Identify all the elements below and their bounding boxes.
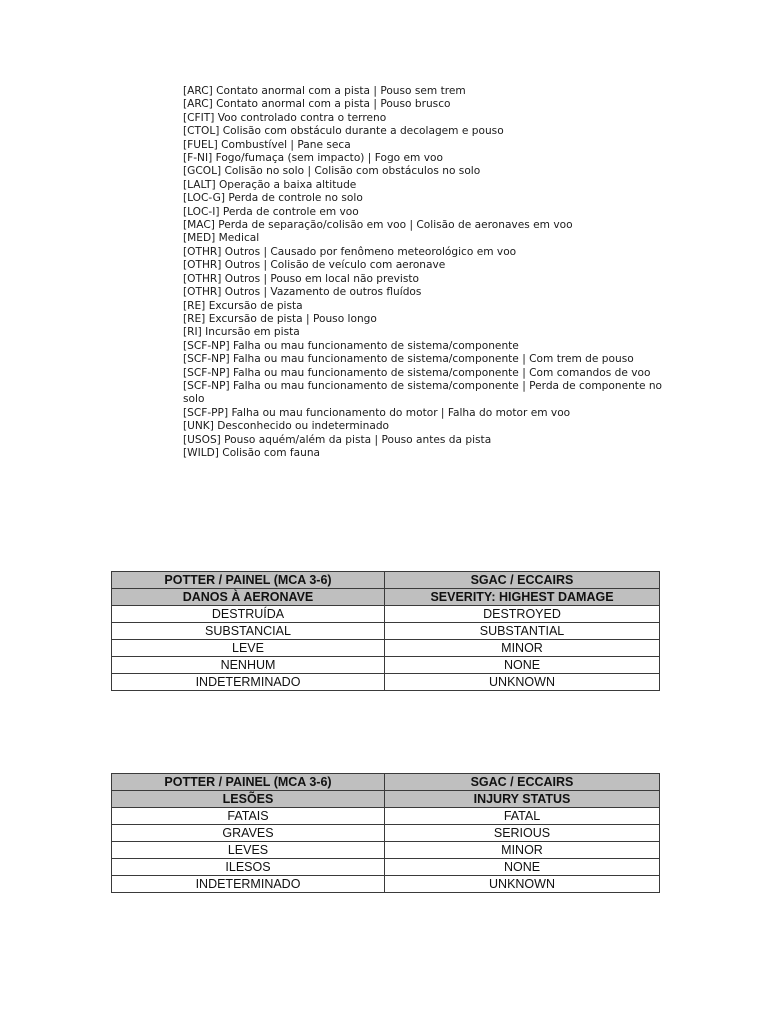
table-subheader-row (112, 589, 660, 606)
cell-source-value: FATAIS (112, 808, 385, 825)
cell-target-value: SUBSTANTIAL (385, 623, 660, 640)
table-row (112, 808, 660, 825)
cell-source-value: LEVE (112, 640, 385, 657)
occurrence-code-item: [USOS] Pouso aquém/além da pista | Pouso antes da pista (183, 433, 492, 446)
table-row (112, 825, 660, 842)
occurrence-code-item: [RE] Excursão de pista | Pouso longo (183, 312, 377, 325)
occurrence-code-item: [UNK] Desconhecido ou indeterminado (183, 420, 390, 433)
cell-target-value: SERIOUS (385, 825, 660, 842)
cell-target-value: MINOR (385, 842, 660, 859)
occurrence-code-item: [OTHR] Outros | Colisão de veículo com aeronave (183, 259, 446, 272)
table-subheader-row (112, 791, 660, 808)
occurrence-code-item: [MAC] Perda de separação/colisão em voo | Colisão de aeronaves em voo (183, 219, 573, 232)
cell-source-value: SUBSTANCIAL (112, 623, 385, 640)
table-row (112, 606, 660, 623)
cell-source-value: LEVES (112, 842, 385, 859)
occurrence-code-item: [ARC] Contato anormal com a pista | Pouso brusco (183, 98, 451, 111)
table-header-row (112, 572, 660, 589)
subheader-cell-source: DANOS À AERONAVE (112, 589, 385, 606)
table-row (112, 842, 660, 859)
occurrence-code-item: [SCF-NP] Falha ou mau funcionamento de sistema/componente (183, 339, 519, 352)
occurrence-code-item: [LOC-G] Perda de controle no solo (183, 192, 363, 205)
header-cell-target: SGAC / ECCAIRS (385, 774, 660, 791)
cell-target-value: UNKNOWN (385, 876, 660, 893)
occurrence-code-item: [SCF-PP] Falha ou mau funcionamento do motor | Falha do motor em voo (183, 406, 571, 419)
occurrence-code-item: [GCOL] Colisão no solo | Colisão com obstáculos no solo (183, 165, 481, 178)
header-cell-target: SGAC / ECCAIRS (385, 572, 660, 589)
occurrence-code-item: [FUEL] Combustível | Pane seca (183, 138, 351, 151)
table-row (112, 640, 660, 657)
cell-target-value: NONE (385, 859, 660, 876)
occurrence-code-item: [SCF-NP] Falha ou mau funcionamento de sistema/componente | Com comandos de voo (183, 366, 651, 379)
table-row (112, 623, 660, 640)
header-cell-source: POTTER / PAINEL (MCA 3-6) (112, 572, 385, 589)
cell-source-value: GRAVES (112, 825, 385, 842)
occurrence-code-item: [CTOL] Colisão com obstáculo durante a decolagem e pouso (183, 125, 504, 138)
occurrence-code-item: [SCF-NP] Falha ou mau funcionamento de sistema/componente | Com trem de pouso (183, 353, 634, 366)
cell-target-value: DESTROYED (385, 606, 660, 623)
occurrence-code-item: [RI] Incursão em pista (183, 326, 300, 339)
occurrence-code-item: [MED] Medical (183, 232, 260, 245)
table-row (112, 674, 660, 691)
subheader-cell-target: SEVERITY: HIGHEST DAMAGE (385, 589, 660, 606)
cell-target-value: MINOR (385, 640, 660, 657)
table-row (112, 859, 660, 876)
cell-source-value: INDETERMINADO (112, 674, 385, 691)
occurrence-code-item: [ARC] Contato anormal com a pista | Pouso sem trem (183, 85, 466, 97)
header-cell-source: POTTER / PAINEL (MCA 3-6) (112, 774, 385, 791)
subheader-cell-source: LESÕES (112, 791, 385, 808)
cell-source-value: NENHUM (112, 657, 385, 674)
occurrence-code-item: [CFIT] Voo controlado contra o terreno (183, 111, 387, 124)
subheader-cell-target: INJURY STATUS (385, 791, 660, 808)
occurrence-code-item: [LALT] Operação a baixa altitude (183, 178, 357, 191)
occurrence-code-list (183, 85, 663, 460)
cell-source-value: DESTRUÍDA (112, 606, 385, 623)
cell-source-value: ILESOS (112, 859, 385, 876)
cell-source-value: INDETERMINADO (112, 876, 385, 893)
injury-mapping-table (111, 773, 660, 893)
occurrence-code-item: [OTHR] Outros | Vazamento de outros fluídos (183, 286, 422, 299)
occurrence-code-item: [SCF-NP] Falha ou mau funcionamento de sistema/componente | Perda de componente no solo (183, 379, 663, 406)
occurrence-code-item: [OTHR] Outros | Causado por fenômeno meteorológico em voo (183, 245, 517, 258)
table-row (112, 876, 660, 893)
cell-target-value: FATAL (385, 808, 660, 825)
occurrence-code-item: [LOC-I] Perda de controle em voo (183, 205, 359, 218)
cell-target-value: NONE (385, 657, 660, 674)
occurrence-code-item: [RE] Excursão de pista (183, 299, 303, 312)
occurrence-code-item: [OTHR] Outros | Pouso em local não previsto (183, 272, 420, 285)
occurrence-code-item: [F-NI] Fogo/fumaça (sem impacto) | Fogo em voo (183, 152, 443, 165)
table-row (112, 657, 660, 674)
damage-mapping-table (111, 571, 660, 691)
occurrence-code-item: [WILD] Colisão com fauna (183, 446, 321, 459)
table-header-row (112, 774, 660, 791)
cell-target-value: UNKNOWN (385, 674, 660, 691)
